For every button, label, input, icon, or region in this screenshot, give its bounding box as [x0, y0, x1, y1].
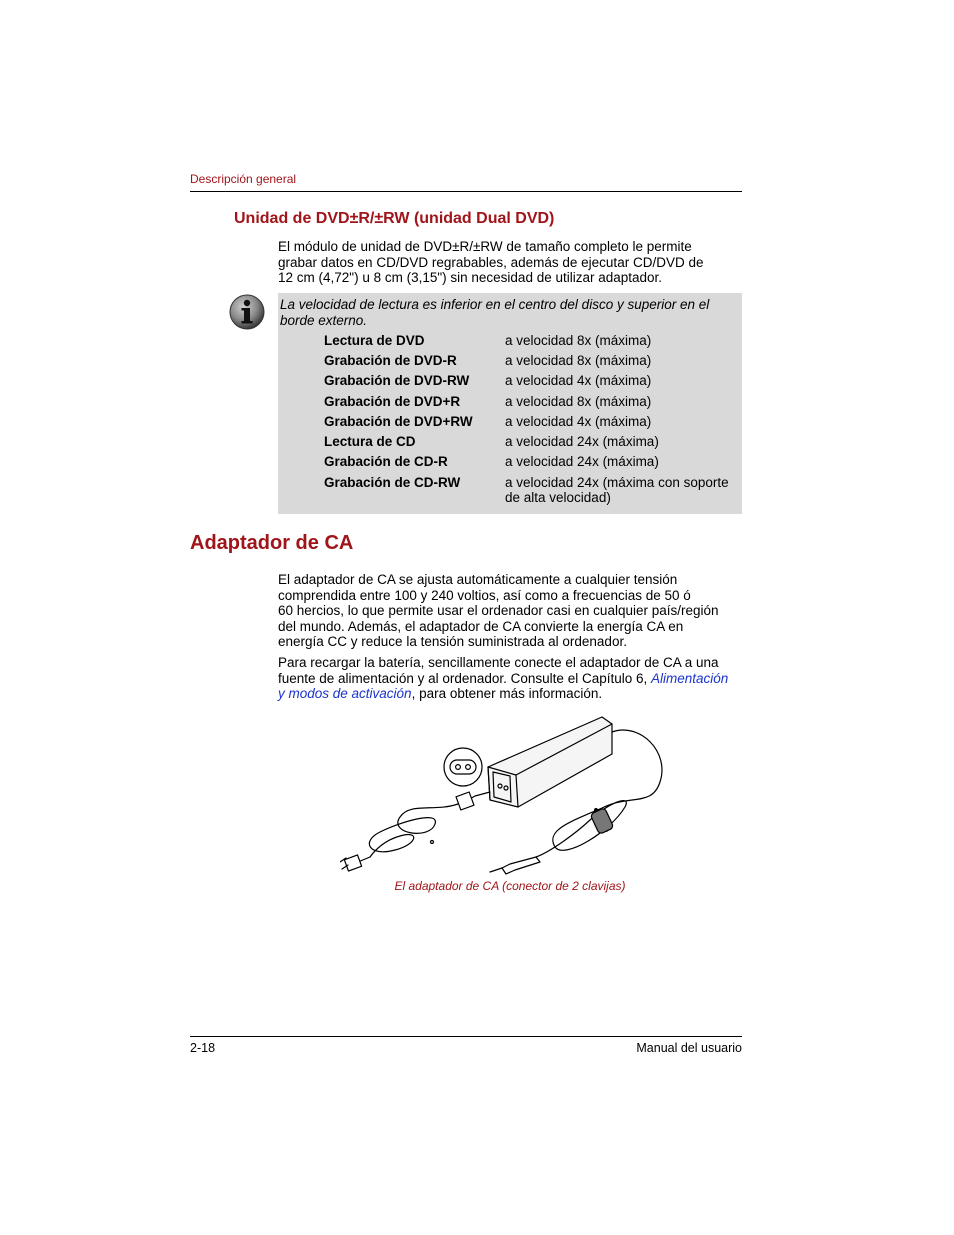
spec-value: a velocidad 4x (máxima)	[505, 414, 652, 429]
note-text	[280, 297, 738, 329]
dvd-section-title: Unidad de DVD±R/±RW (unidad Dual DVD)	[234, 210, 555, 227]
adapter-para1-line: El adaptador de CA se ajusta automáticamente a cualquier tensión	[278, 572, 678, 587]
spec-value: a velocidad 8x (máxima)	[505, 333, 652, 348]
ac-adapter-illustration	[340, 712, 670, 878]
dvd-intro-paragraph	[278, 239, 748, 286]
dvd-intro-line: 12 cm (4,72") u 8 cm (3,15") sin necesidad de utilizar adaptador.	[278, 270, 663, 286]
figure-caption: El adaptador de CA (conector de 2 clavijas)	[394, 879, 626, 893]
adapter-para1-line: energía CC y reduce la tensión suministrada al ordenador.	[278, 634, 627, 650]
spec-value: a velocidad 8x (máxima)	[505, 353, 652, 368]
chapter-link-continued[interactable]: y modos de activación	[278, 686, 412, 702]
adapter-para2-line	[278, 671, 748, 687]
note-line: borde externo.	[280, 313, 368, 328]
adapter-para2-text: , para obtener más información.	[411, 686, 603, 702]
spec-value: a velocidad 8x (máxima)	[505, 394, 652, 409]
adapter-para1-line: del mundo. Además, el adaptador de CA convierte la energía CA en	[278, 618, 684, 634]
adapter-paragraph-1	[278, 572, 748, 650]
spec-value: de alta velocidad)	[505, 490, 611, 505]
spec-label: Grabación de CD-R	[324, 454, 448, 469]
adapter-para2-line	[278, 686, 748, 702]
footer-rule	[190, 1036, 742, 1037]
note-line: La velocidad de lectura es inferior en el centro del disco y superior en el	[280, 297, 710, 312]
adapter-para2-text: fuente de alimentación y al ordenador. Consulte el Capítulo 6,	[278, 670, 651, 686]
dvd-intro-line: grabar datos en CD/DVD regrabables, además de ejecutar CD/DVD de	[278, 254, 704, 270]
adapter-para2-line: Para recargar la batería, sencillamente conecte el adaptador de CA a una	[278, 655, 719, 670]
spec-label: Lectura de CD	[324, 434, 416, 449]
adapter-paragraph-2	[278, 655, 748, 702]
spec-label: Grabación de DVD+RW	[324, 414, 473, 429]
dvd-intro-line: El módulo de unidad de DVD±R/±RW de tamaño completo le permite	[278, 239, 692, 254]
spec-label: Grabación de CD-RW	[324, 475, 461, 490]
manual-title: Manual del usuario	[636, 1041, 742, 1055]
page-number: 2-18	[190, 1041, 216, 1055]
adapter-brick	[488, 717, 612, 807]
spec-label: Grabación de DVD-R	[324, 353, 457, 368]
spec-label: Grabación de DVD+R	[324, 394, 461, 409]
spec-label: Lectura de DVD	[324, 333, 425, 348]
chapter-link[interactable]: Alimentación	[651, 670, 729, 686]
running-header: Descripción general	[190, 172, 297, 186]
spec-value: a velocidad 24x (máxima con soporte	[505, 475, 729, 490]
adapter-section-title: Adaptador de CA	[190, 532, 354, 554]
spec-label: Grabación de DVD-RW	[324, 373, 470, 388]
info-icon	[228, 293, 266, 331]
spec-value: a velocidad 24x (máxima)	[505, 434, 659, 449]
header-rule	[190, 191, 742, 192]
adapter-para1-line: 60 hercios, lo que permite usar el ordenador casi en cualquier país/región	[278, 603, 719, 619]
spec-value: a velocidad 24x (máxima)	[505, 454, 659, 469]
spec-value: a velocidad 4x (máxima)	[505, 373, 652, 388]
adapter-para1-line: comprendida entre 100 y 240 voltios, así como a frecuencias de 50 ó	[278, 587, 691, 603]
